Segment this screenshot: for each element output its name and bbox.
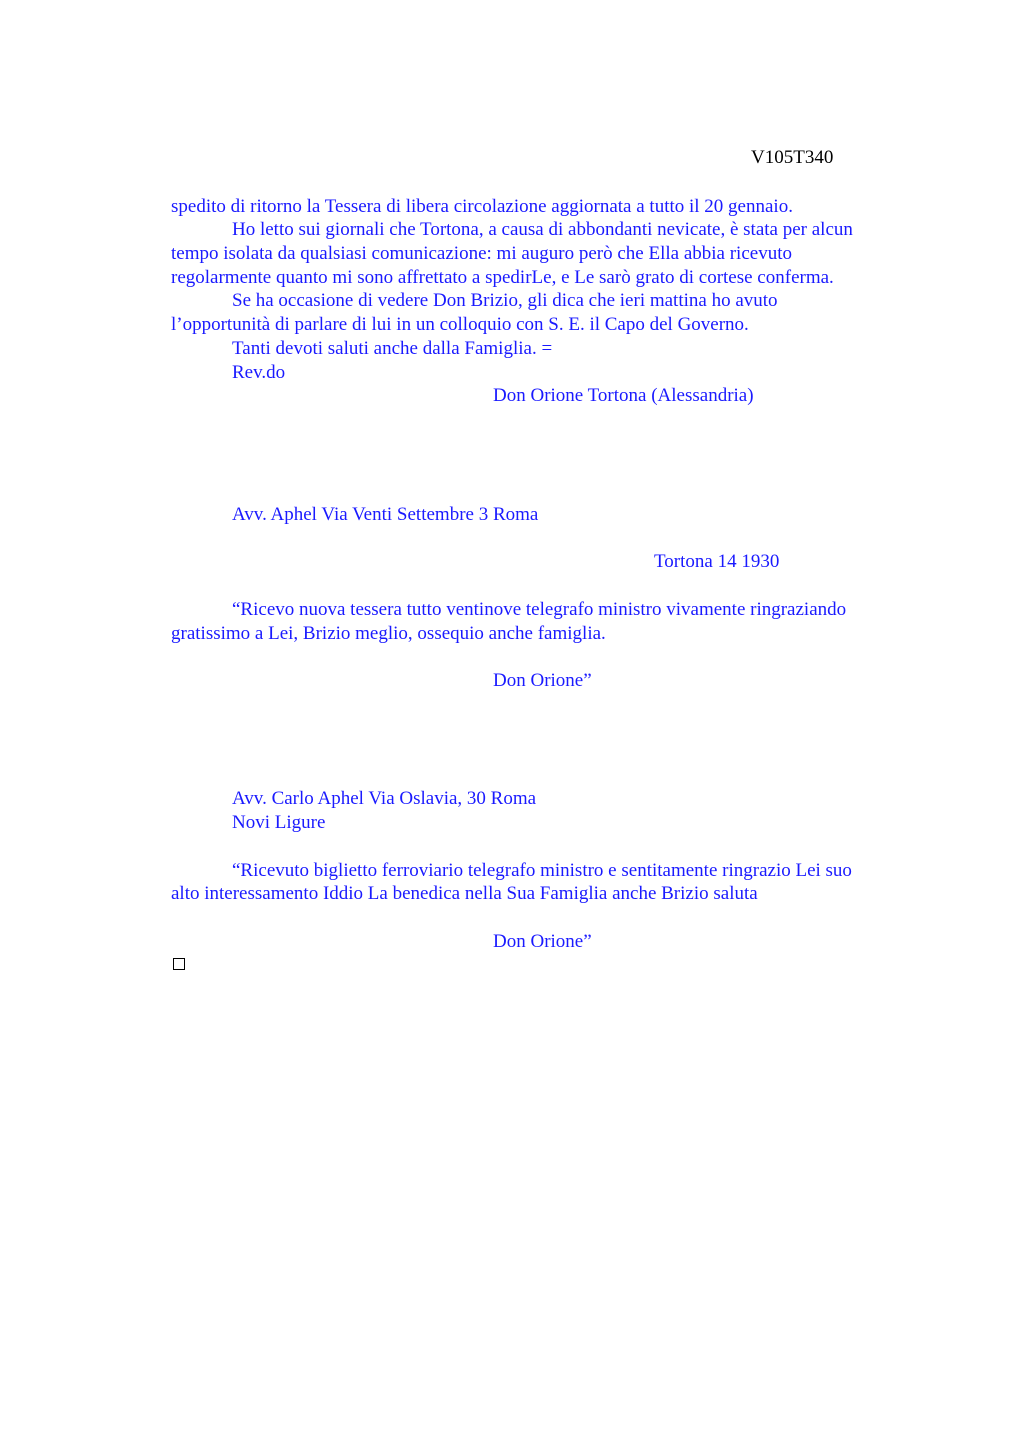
- telegram-address: Avv. Carlo Aphel Via Oslavia, 30 Roma: [232, 788, 537, 809]
- telegram-line: gratissimo a Lei, Brizio meglio, ossequio anche famiglia.: [171, 623, 606, 644]
- letter-recipient: Don Orione Tortona (Alessandria): [493, 385, 754, 406]
- document-reference: V105T340: [751, 147, 834, 168]
- telegram-address: Avv. Aphel Via Venti Settembre 3 Roma: [232, 504, 539, 525]
- checkbox-square-icon: [173, 958, 185, 970]
- telegram-line: “Ricevuto biglietto ferroviario telegrafo ministro e sentitamente ringrazio Lei suo: [232, 860, 852, 881]
- telegram-line: “Ricevo nuova tessera tutto ventinove telegrafo ministro vivamente ringraziando: [232, 599, 847, 620]
- letter-line: Tanti devoti saluti anche dalla Famiglia. =: [232, 338, 553, 359]
- letter-line: regolarmente quanto mi sono affrettato a spedirLe, e Le sarò grato di cortese conferma.: [171, 267, 834, 288]
- telegram-place-date: Tortona 14 1930: [654, 551, 780, 572]
- letter-line: spedito di ritorno la Tessera di libera circolazione aggiornata a tutto il 20 gennaio.: [171, 196, 793, 217]
- telegram-place: Novi Ligure: [232, 812, 326, 833]
- letter-line: Ho letto sui giornali che Tortona, a causa di abbondanti nevicate, è stata per alcun: [232, 219, 853, 240]
- letter-salutation: Rev.do: [232, 362, 286, 383]
- letter-line: Se ha occasione di vedere Don Brizio, gli dica che ieri mattina ho avuto: [232, 290, 778, 311]
- telegram-line: alto interessamento Iddio La benedica nella Sua Famiglia anche Brizio saluta: [171, 883, 758, 904]
- telegram-signature: Don Orione”: [493, 670, 592, 691]
- letter-line: l’opportunità di parlare di lui in un colloquio con S. E. il Capo del Governo.: [171, 314, 749, 335]
- letter-line: tempo isolata da qualsiasi comunicazione: mi auguro però che Ella abbia ricevuto: [171, 243, 792, 264]
- telegram-signature: Don Orione”: [493, 931, 592, 952]
